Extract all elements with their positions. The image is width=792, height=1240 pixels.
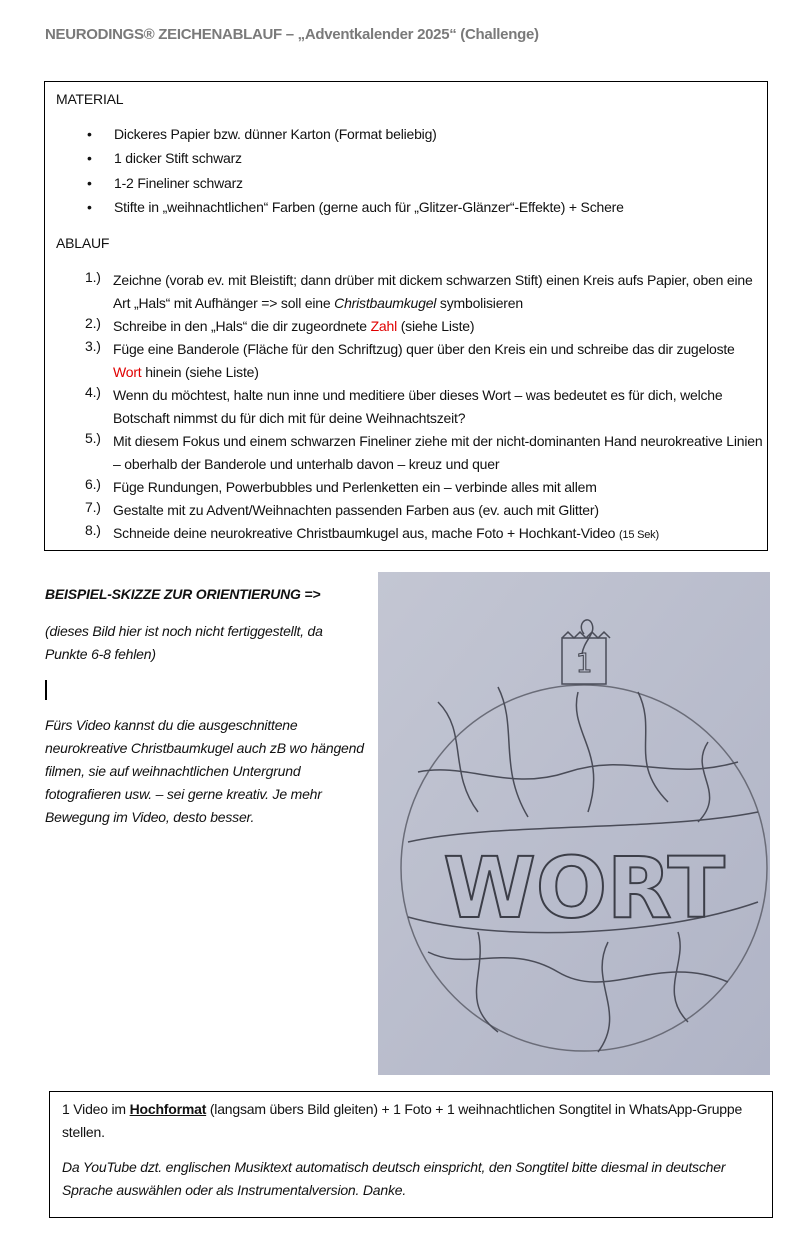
instructions-box: MATERIAL • Dickeres Papier bzw. dünner Karton (Format beliebig) • 1 dicker Stift schwarz • 1-2 Fineliner schwarz • Stifte in „weihnachtlichen“ Farben (gerne auch für „Glitzer-Glänzer“-Effekte) + Schere ABLAUF 1.) Zeichne (vorab ev. mit Bleistift; dann drüber mit dickem schwarzen Stift) einen Kreis aufs Papier, oben eine Art „Hals“ mit Aufhänger => soll eine Christbaumkugel symbolisieren 2.) Schreibe in den „Hals“ die dir zugeordnete Zahl (siehe Liste) 3.) Füge eine Banderole (Fläche für den Schriftzug) quer über den Kreis ein und schreibe das dir zugeloste Wort hinein (siehe Liste) 4.) Wenn du möchtest, halte nun inne und meditiere über dieses Wort – was bedeutet es für dich, welche Botschaft nimmst du für dich mit für deine Weihnachtszeit? 5.) Mit diesem Fokus und einem schwarzen Fineliner ziehe mit der nicht-dominanten Hand neurokreative Linien – oberhalb der Banderole und unterhalb davon – kreuz und quer 6.) Füge Rundungen, Powerbubbles und Perlenketten ein – verbinde alles mit allem 7.) Gestalte mit zu Advent/Weihnachten passenden Farben aus (ev. auch mit Glitter) 8.) Schneide deine neurokreative Christbaumkugel aus, mache Foto + Hochkant-Video (15 Sek) xyxy=(44,81,768,551)
bullet-icon: • xyxy=(87,126,92,142)
bullet-icon: • xyxy=(87,150,92,167)
sketch-number: 1 xyxy=(575,649,593,679)
ablauf-heading: ABLAUF xyxy=(56,235,110,251)
sketch-word: WORT xyxy=(443,839,725,937)
bullet-icon: • xyxy=(87,174,92,191)
video-tip: Fürs Video kannst du die ausgeschnittene neurokreative Christbaumkugel auch zB wo hängend filmen, sie auf weihnachtlichen Untergrund fotografieren usw. – sei gerne kreativ. Je mehr Bewegung im Video, desto besser. xyxy=(45,717,364,825)
page-title: NEURODINGS® ZEICHENABLAUF – „Adventkalender 2025“ (Challenge) xyxy=(45,26,539,43)
youtube-note: Da YouTube dzt. englischen Musiktext automatisch deutsch einspricht, den Songtitel bitte diesmal in deutscher Sprache auswählen oder als Instrumentalversion. Danke. xyxy=(62,1159,726,1198)
example-heading: BEISPIEL-SKIZZE ZUR ORIENTIERUNG => xyxy=(45,586,321,602)
bullet-icon: • xyxy=(87,198,92,215)
material-heading: MATERIAL xyxy=(56,91,124,107)
submission-box xyxy=(49,1091,773,1218)
submission-text: 1 Video im Hochformat (langsam übers Bild gleiten) + 1 Foto + 1 weihnachtlichen Songtitel in WhatsApp-Gruppe stellen. xyxy=(62,1101,743,1140)
hochformat-emphasis: Hochformat xyxy=(129,1101,207,1117)
highlight-word: Zahl xyxy=(370,318,397,334)
text-cursor xyxy=(45,680,47,700)
sketch-photo xyxy=(378,572,770,1075)
example-note: (dieses Bild hier ist noch nicht fertiggestellt, da Punkte 6-8 fehlen) xyxy=(45,623,323,662)
highlight-word: Wort xyxy=(113,364,142,380)
